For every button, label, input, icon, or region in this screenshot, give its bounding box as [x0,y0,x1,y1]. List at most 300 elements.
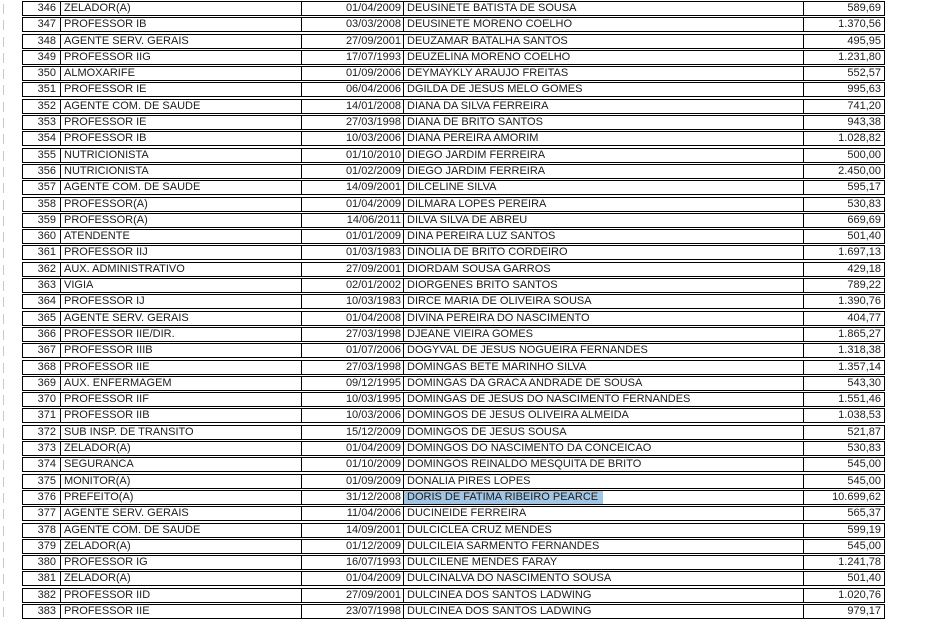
salary-value-cell-text: 1.241,78 [838,556,881,569]
row-number-cell-text: 354 [37,132,56,145]
salary-value-cell-text: 521,87 [847,425,881,438]
admission-date-cell[interactable] [301,197,404,212]
salary-value-cell[interactable] [803,555,885,570]
row-number-cell[interactable] [22,164,61,179]
salary-value-cell-text: 2.450,00 [838,164,881,177]
salary-value-cell[interactable] [803,604,885,619]
row-number-cell[interactable] [22,490,61,505]
name-cell[interactable] [403,474,804,489]
row-number-cell-text: 366 [37,327,56,340]
position-cell-text: PROFESSOR IIIB [64,344,153,357]
name-cell-text: DOMINGAS BETE MARINHO SILVA [407,360,587,373]
name-cell[interactable] [403,392,804,407]
name-cell[interactable] [403,50,804,65]
admission-date-cell[interactable] [301,555,404,570]
salary-value-cell[interactable] [803,99,885,114]
position-cell[interactable] [60,457,302,472]
position-cell[interactable] [60,164,302,179]
row-number-cell[interactable] [22,213,61,228]
name-cell-text: DULCILEIA SARMENTO FERNANDES [407,539,600,552]
row-number-cell[interactable] [22,17,61,32]
row-number-cell[interactable] [22,555,61,570]
salary-value-cell[interactable] [803,164,885,179]
position-cell-text: PROFESSOR IJ [64,295,145,308]
salary-value-cell[interactable] [803,66,885,81]
table-row [22,327,889,342]
position-cell-text: AUX. ENFERMAGEM [64,376,172,389]
position-cell[interactable] [60,278,302,293]
salary-value-cell[interactable] [803,180,885,195]
admission-date-cell[interactable] [301,294,404,309]
salary-value-cell-text: 1.020,76 [838,588,881,601]
position-cell-text: AGENTE COM. DE SAUDE [64,99,201,112]
row-number-cell[interactable] [22,343,61,358]
admission-date-cell[interactable] [301,327,404,342]
name-cell-text: DEUSINETE BATISTA DE SOUSA [407,2,577,14]
name-cell-text: DIVINA PEREIRA DO NASCIMENTO [407,311,590,324]
name-cell[interactable] [403,131,804,146]
row-number-cell[interactable] [22,392,61,407]
admission-date-cell[interactable] [301,34,404,49]
admission-date-cell[interactable] [301,360,404,375]
row-number-cell[interactable] [22,604,61,619]
position-cell[interactable] [60,294,302,309]
row-number-cell[interactable] [22,327,61,342]
name-cell[interactable] [403,555,804,570]
row-number-cell-text: 378 [37,523,56,536]
position-cell-text: SUB INSP. DE TRANSITO [64,425,194,438]
admission-date-cell[interactable] [301,425,404,440]
admission-date-cell[interactable] [301,539,404,554]
admission-date-cell[interactable] [301,490,404,505]
position-cell[interactable] [60,197,302,212]
salary-value-cell[interactable] [803,539,885,554]
name-cell-text: DULCICLEA CRUZ MENDES [407,523,552,536]
position-cell[interactable] [60,229,302,244]
admission-date-cell[interactable] [301,229,404,244]
position-cell[interactable] [60,327,302,342]
admission-date-cell[interactable] [301,474,404,489]
salary-value-cell-text: 979,17 [847,604,881,617]
row-number-cell-text: 361 [37,246,56,259]
name-cell[interactable] [403,17,804,32]
position-cell[interactable] [60,82,302,97]
salary-value-cell[interactable] [803,408,885,423]
row-number-cell[interactable] [22,278,61,293]
admission-date-cell-text: 16/07/1993 [345,556,401,569]
position-cell[interactable] [60,131,302,146]
admission-date-cell[interactable] [301,278,404,293]
table-row [22,17,889,32]
salary-value-cell[interactable] [803,441,885,456]
salary-value-cell-text: 1.390,76 [838,295,881,308]
admission-date-cell-text: 01/04/2009 [345,2,401,14]
position-cell[interactable] [60,392,302,407]
admission-date-cell[interactable] [301,262,404,277]
salary-value-cell-text: 599,19 [847,523,881,536]
admission-date-cell[interactable] [301,604,404,619]
row-number-cell[interactable] [22,148,61,163]
admission-date-cell[interactable] [301,1,404,16]
salary-value-cell[interactable] [803,115,885,130]
position-cell[interactable] [60,115,302,130]
salary-value-cell[interactable] [803,294,885,309]
position-cell[interactable] [60,360,302,375]
row-number-cell[interactable] [22,457,61,472]
salary-value-cell-text: 545,00 [847,474,881,487]
position-cell[interactable] [60,539,302,554]
name-cell[interactable] [403,376,804,391]
name-cell-text: DINOLIA DE BRITO CORDEIRO [407,246,568,259]
table-row [22,50,889,65]
row-number-cell[interactable] [22,441,61,456]
name-cell[interactable] [403,99,804,114]
name-cell[interactable] [403,506,804,521]
admission-date-cell[interactable] [301,506,404,521]
table-row [22,343,889,358]
position-cell-text: PROFESSOR(A) [64,213,148,226]
table-row [22,555,889,570]
position-cell-text: PROFESSOR IB [64,132,147,145]
position-cell[interactable] [60,555,302,570]
salary-value-cell[interactable] [803,17,885,32]
admission-date-cell[interactable] [301,50,404,65]
salary-value-cell[interactable] [803,588,885,603]
row-number-cell[interactable] [22,588,61,603]
position-cell-text: ZELADOR(A) [64,539,131,552]
name-cell[interactable] [403,294,804,309]
name-cell-text: DILCELINE SILVA [407,181,497,194]
position-cell[interactable] [60,523,302,538]
name-cell-text: DOMINGAS DA GRACA ANDRADE DE SOUSA [407,376,643,389]
salary-value-cell[interactable] [803,392,885,407]
row-number-cell[interactable] [22,180,61,195]
admission-date-cell-text: 01/01/2009 [345,230,401,243]
table-row [22,571,889,586]
admission-date-cell[interactable] [301,571,404,586]
name-cell-text: DOMINGOS DO NASCIMENTO DA CONCEICAO [407,442,652,455]
name-cell[interactable] [403,343,804,358]
admission-date-cell-text: 06/04/2006 [345,83,401,96]
salary-value-cell[interactable] [803,278,885,293]
position-cell-text: NUTRICIONISTA [64,148,149,161]
row-number-cell[interactable] [22,34,61,49]
name-cell-text: DIEGO JARDIM FERREIRA [407,148,546,161]
name-cell[interactable] [403,245,804,260]
salary-value-cell[interactable] [803,474,885,489]
name-cell-text: DULCILENE MENDES FARAY [407,556,558,569]
row-number-cell-text: 380 [37,556,56,569]
name-cell[interactable] [403,327,804,342]
salary-value-cell[interactable] [803,82,885,97]
name-cell[interactable] [403,1,804,16]
admission-date-cell[interactable] [301,17,404,32]
salary-value-cell[interactable] [803,245,885,260]
name-cell[interactable] [403,34,804,49]
position-cell[interactable] [60,148,302,163]
row-number-cell[interactable] [22,66,61,81]
salary-value-cell[interactable] [803,34,885,49]
table-row [22,66,889,81]
position-cell-text: PROFESSOR IE [64,116,147,129]
salary-value-cell-text: 530,83 [847,197,881,210]
salary-value-cell[interactable] [803,197,885,212]
salary-value-cell-text: 10.699,62 [832,490,881,503]
table-row [22,360,889,375]
admission-date-cell[interactable] [301,164,404,179]
table-row [22,408,889,423]
name-cell-text: DEUZAMAR BATALHA SANTOS [407,34,568,47]
salary-value-cell[interactable] [803,571,885,586]
position-cell[interactable] [60,245,302,260]
name-cell[interactable] [403,82,804,97]
admission-date-cell[interactable] [301,392,404,407]
table-row [22,392,889,407]
position-cell[interactable] [60,17,302,32]
admission-date-cell-text: 01/04/2009 [345,442,401,455]
name-cell[interactable] [403,588,804,603]
salary-value-cell[interactable] [803,343,885,358]
position-cell[interactable] [60,50,302,65]
row-number-cell-text: 350 [37,67,56,80]
row-number-cell[interactable] [22,506,61,521]
position-cell-text: PROFESSOR IIE/DIR. [64,327,175,340]
row-number-cell[interactable] [22,82,61,97]
salary-value-cell[interactable] [803,213,885,228]
admission-date-cell-text: 23/07/1998 [345,604,401,617]
name-cell[interactable] [403,278,804,293]
row-number-cell[interactable] [22,131,61,146]
position-cell-text: NUTRICIONISTA [64,164,149,177]
table-row [22,1,889,16]
name-cell[interactable] [403,180,804,195]
salary-value-cell[interactable] [803,50,885,65]
row-number-cell[interactable] [22,376,61,391]
position-cell[interactable] [60,425,302,440]
name-cell-text: DIORDAM SOUSA GARROS [407,262,551,275]
row-number-cell[interactable] [22,50,61,65]
position-cell[interactable] [60,588,302,603]
admission-date-cell-text: 01/07/2006 [345,344,401,357]
admission-date-cell-text: 01/12/2009 [345,539,401,552]
admission-date-cell-text: 27/03/1998 [345,360,401,373]
admission-date-cell-text: 17/07/1993 [345,50,401,63]
table-row [22,180,889,195]
salary-value-cell[interactable] [803,327,885,342]
row-number-cell[interactable] [22,294,61,309]
row-number-cell[interactable] [22,99,61,114]
salary-value-cell[interactable] [803,148,885,163]
admission-date-cell[interactable] [301,376,404,391]
position-cell[interactable] [60,441,302,456]
row-number-cell[interactable] [22,197,61,212]
admission-date-cell-text: 10/03/2006 [345,409,401,422]
name-cell-text: DULCINALVA DO NASCIMENTO SOUSA [407,572,612,585]
row-number-cell[interactable] [22,245,61,260]
row-number-cell-text: 360 [37,230,56,243]
name-cell[interactable] [403,457,804,472]
row-number-cell-text: 374 [37,458,56,471]
admission-date-cell[interactable] [301,82,404,97]
name-cell[interactable] [403,425,804,440]
name-cell-text: DEUSINETE MORENO COELHO [407,18,573,31]
salary-value-cell[interactable] [803,523,885,538]
name-cell[interactable] [403,604,804,619]
position-cell[interactable] [60,262,302,277]
row-number-cell[interactable] [22,408,61,423]
name-cell[interactable] [403,213,804,228]
salary-value-cell[interactable] [803,425,885,440]
position-cell-text: PROFESSOR IIG [64,50,151,63]
table-row [22,213,889,228]
table-row [22,148,889,163]
salary-value-cell-text: 404,77 [847,311,881,324]
name-cell-text: DOGYVAL DE JESUS NOGUEIRA FERNANDES [407,344,648,357]
position-cell-text: PROFESSOR IIF [64,393,149,406]
name-cell[interactable] [403,571,804,586]
position-cell[interactable] [60,490,302,505]
row-number-cell[interactable] [22,571,61,586]
admission-date-cell[interactable] [301,311,404,326]
name-cell[interactable] [403,408,804,423]
row-number-cell-text: 353 [37,116,56,129]
admission-date-cell[interactable] [301,180,404,195]
admission-date-cell[interactable] [301,441,404,456]
salary-value-cell-text: 943,38 [847,116,881,129]
salary-value-cell[interactable] [803,131,885,146]
name-cell[interactable] [403,229,804,244]
admission-date-cell-text: 01/09/2009 [345,474,401,487]
admission-date-cell-text: 27/09/2001 [345,262,401,275]
salary-value-cell-text: 669,69 [847,213,881,226]
salary-value-cell[interactable] [803,360,885,375]
admission-date-cell[interactable] [301,66,404,81]
admission-date-cell-text: 14/09/2001 [345,181,401,194]
position-cell[interactable] [60,343,302,358]
salary-value-cell[interactable] [803,262,885,277]
row-number-cell-text: 363 [37,279,56,292]
row-number-cell[interactable] [22,1,61,16]
salary-value-cell-text: 789,22 [847,279,881,292]
name-cell-text: DONALIA PIRES LOPES [407,474,531,487]
name-cell[interactable] [403,66,804,81]
name-cell[interactable] [403,360,804,375]
name-cell[interactable] [403,539,804,554]
position-cell[interactable] [60,99,302,114]
name-cell[interactable] [403,197,804,212]
salary-value-cell[interactable] [803,229,885,244]
admission-date-cell-text: 15/12/2009 [345,425,401,438]
table-row [22,131,889,146]
name-cell-text: DIANA DA SILVA FERREIRA [407,99,549,112]
admission-date-cell[interactable] [301,245,404,260]
name-cell[interactable] [403,441,804,456]
salary-value-cell-text: 1.318,38 [838,344,881,357]
position-cell[interactable] [60,1,302,16]
row-number-cell[interactable] [22,523,61,538]
row-number-cell[interactable] [22,539,61,554]
name-cell-text: DOMINGOS REINALDO MESQUITA DE BRITO [407,458,642,471]
selected-text-highlight[interactable]: DORIS DE FATIMA RIBEIRO PEARCE [404,491,603,504]
row-number-cell[interactable] [22,425,61,440]
salary-value-cell[interactable] [803,490,885,505]
position-cell[interactable] [60,408,302,423]
position-cell[interactable] [60,474,302,489]
admission-date-cell[interactable] [301,408,404,423]
salary-value-cell[interactable] [803,506,885,521]
name-cell[interactable] [403,148,804,163]
position-cell[interactable] [60,180,302,195]
salary-value-cell[interactable] [803,311,885,326]
admission-date-cell-text: 01/04/2009 [345,197,401,210]
table-row [22,245,889,260]
row-number-cell[interactable] [22,360,61,375]
table-row [22,604,889,619]
admission-date-cell[interactable] [301,131,404,146]
name-cell-text: DOMINGOS DE JESUS SOUSA [407,425,567,438]
table-row [22,539,889,554]
row-number-cell[interactable] [22,262,61,277]
position-cell[interactable] [60,604,302,619]
admission-date-cell[interactable] [301,523,404,538]
name-cell[interactable] [403,523,804,538]
position-cell[interactable] [60,376,302,391]
table-row [22,262,889,277]
salary-value-cell[interactable] [803,376,885,391]
name-cell[interactable] [403,164,804,179]
position-cell[interactable] [60,34,302,49]
row-number-cell[interactable] [22,115,61,130]
admission-date-cell[interactable] [301,99,404,114]
position-cell-text: VIGIA [64,279,94,292]
name-cell[interactable] [403,311,804,326]
admission-date-cell[interactable] [301,148,404,163]
position-cell[interactable] [60,506,302,521]
admission-date-cell[interactable] [301,115,404,130]
row-number-cell[interactable] [22,311,61,326]
position-cell[interactable] [60,571,302,586]
name-cell-text: DILMARA LOPES PEREIRA [407,197,547,210]
position-cell[interactable] [60,66,302,81]
salary-value-cell[interactable] [803,1,885,16]
row-number-cell-text: 355 [37,148,56,161]
position-cell[interactable] [60,213,302,228]
position-cell[interactable] [60,311,302,326]
admission-date-cell[interactable] [301,343,404,358]
row-number-cell-text: 373 [37,442,56,455]
row-number-cell-text: 381 [37,572,56,585]
row-number-cell-text: 370 [37,393,56,406]
name-cell[interactable] [403,262,804,277]
admission-date-cell-text: 31/12/2008 [345,490,401,503]
admission-date-cell-text: 09/12/1995 [345,376,401,389]
name-cell[interactable] [403,490,804,505]
admission-date-cell[interactable] [301,213,404,228]
row-number-cell[interactable] [22,229,61,244]
salary-value-cell-text: 552,57 [847,67,881,80]
salary-value-cell-text: 1.038,53 [838,409,881,422]
admission-date-cell[interactable] [301,588,404,603]
row-number-cell-text: 372 [37,425,56,438]
position-cell-text: PREFEITO(A) [64,490,134,503]
salary-value-cell[interactable] [803,457,885,472]
salary-value-cell-text: 545,00 [847,458,881,471]
table-row [22,490,889,505]
name-cell[interactable] [403,115,804,130]
position-cell-text: ALMOXARIFE [64,67,135,80]
row-number-cell[interactable] [22,474,61,489]
admission-date-cell[interactable] [301,457,404,472]
